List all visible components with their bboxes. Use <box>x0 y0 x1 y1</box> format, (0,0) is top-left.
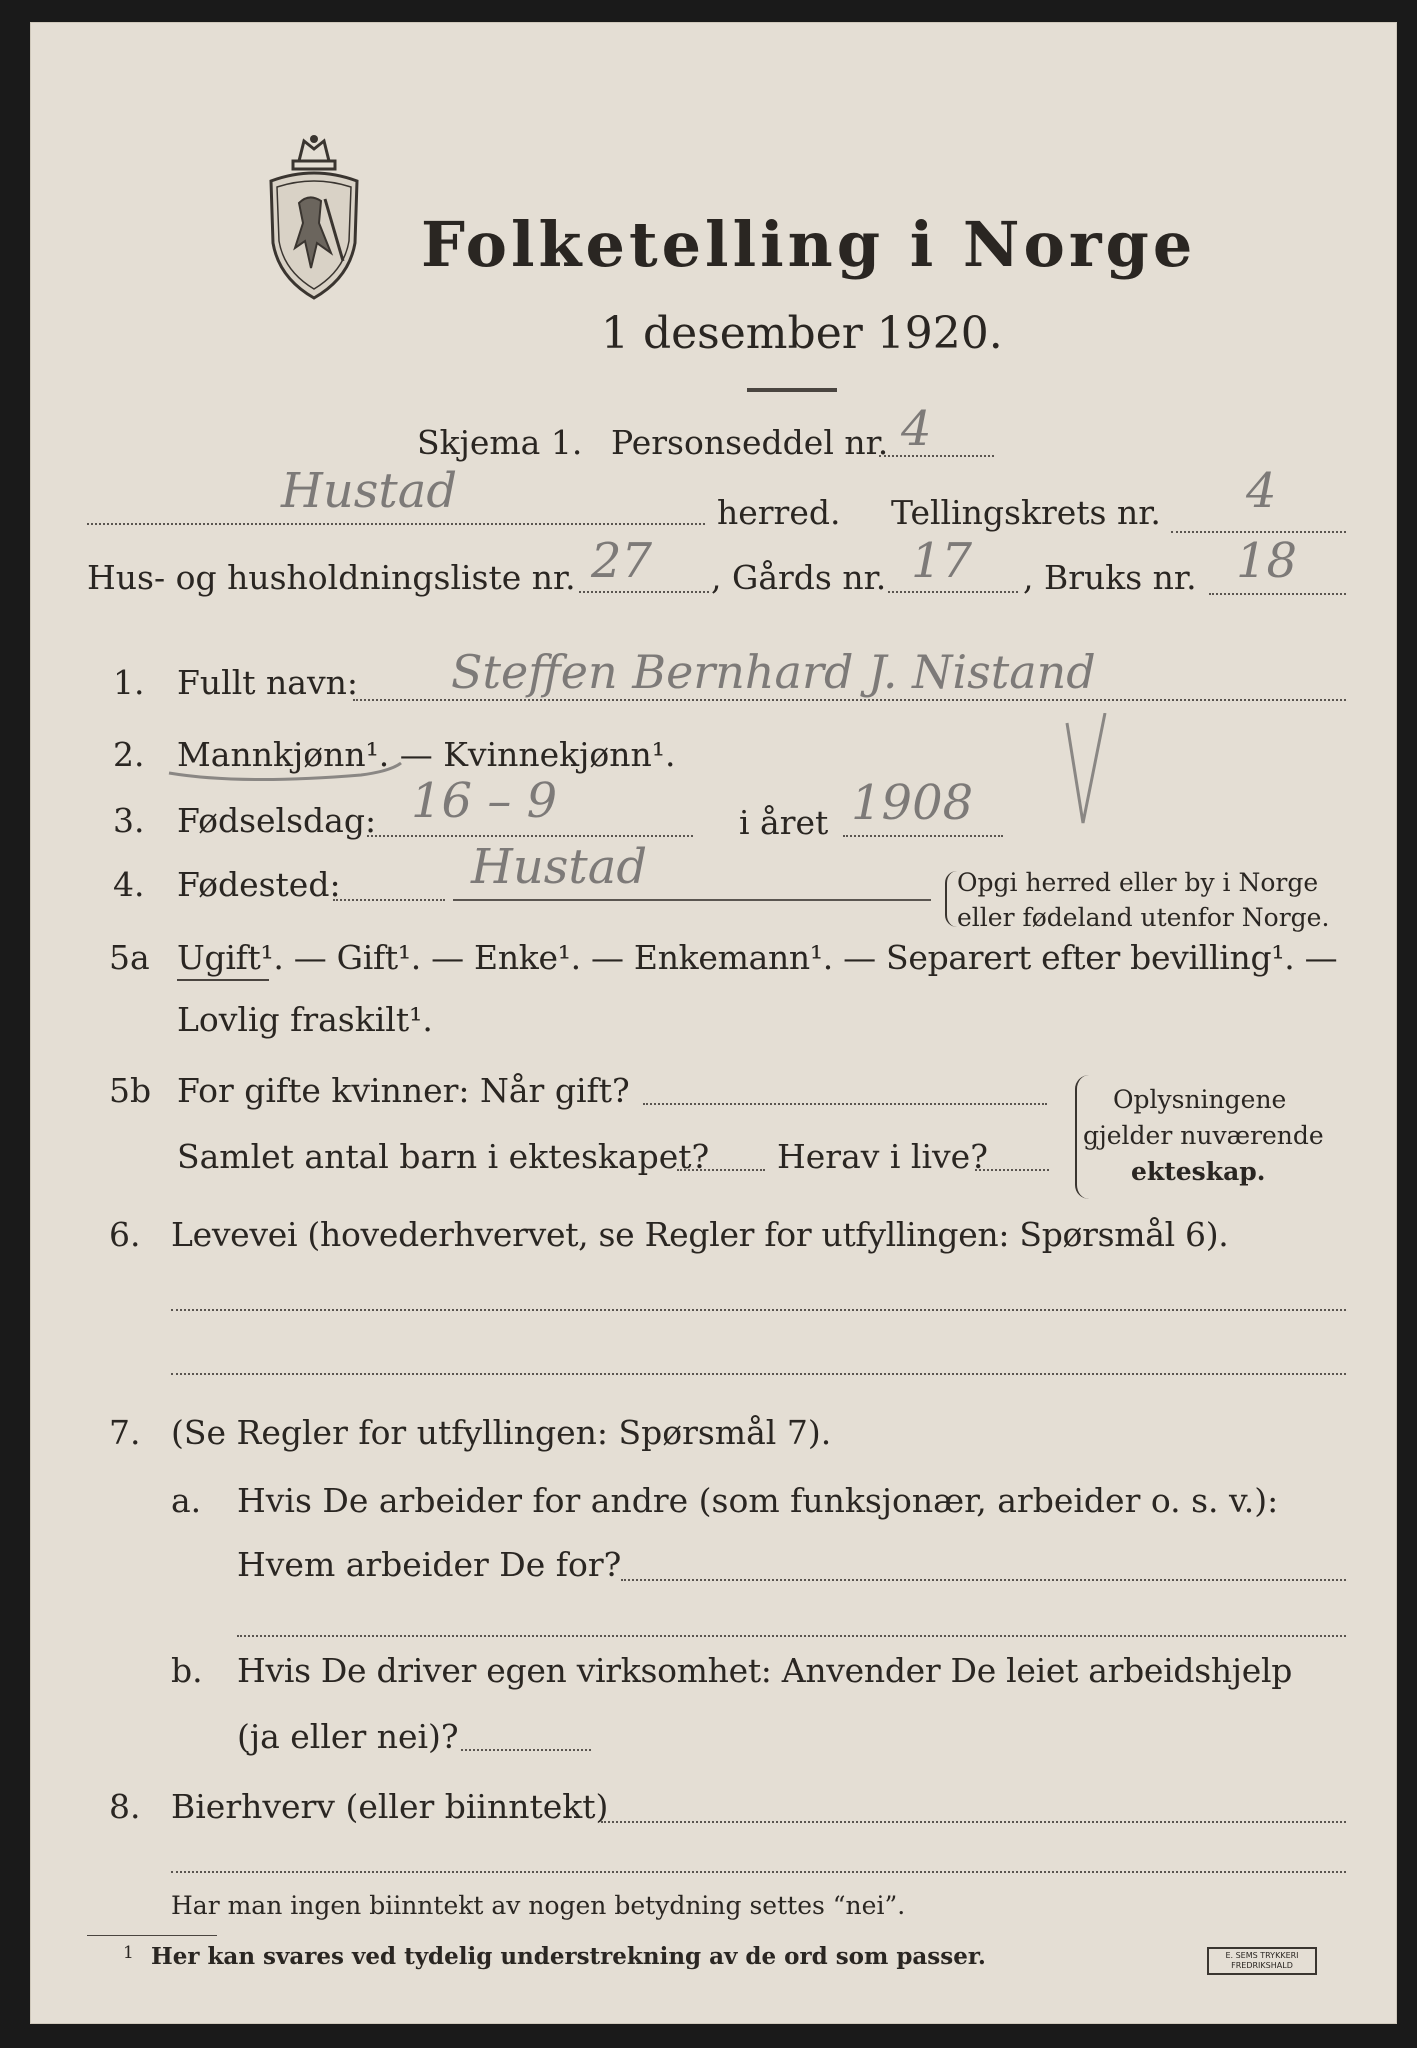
q3-year-label: i året <box>739 803 829 842</box>
q3-number: 3. <box>113 801 145 840</box>
q3-birthday-value: 16 – 9 <box>411 773 558 829</box>
q5b-when-field-line <box>643 1103 1047 1105</box>
coat-of-arms-icon <box>259 133 369 303</box>
check-mark <box>1061 713 1111 833</box>
personseddel-label: Personseddel nr. <box>611 423 889 462</box>
bruks-label: , Bruks nr. <box>1023 558 1197 597</box>
q8-number: 8. <box>109 1787 141 1826</box>
q2-number: 2. <box>113 735 145 774</box>
husliste-label: Hus- og husholdningsliste nr. <box>87 558 576 597</box>
q7a-line-2: Hvem arbeider De for? <box>237 1545 622 1584</box>
q4-field-line-1 <box>333 899 445 901</box>
q5b-alive-field-line <box>975 1169 1049 1171</box>
q1-full-name-value: Steffen Bernhard J. Nistand <box>451 645 1096 699</box>
mannkjonn-underline-mark <box>161 711 411 791</box>
q4-number: 4. <box>113 865 145 904</box>
footnote-mark: 1 <box>123 1943 134 1963</box>
q5a-number: 5a <box>109 938 150 977</box>
q3-day-field-line <box>367 835 693 837</box>
q3-year-field-line <box>843 835 1003 837</box>
q5a-line-2: Lovlig fraskilt¹. <box>177 1000 433 1039</box>
q5b-line-1: For gifte kvinner: Når gift? <box>177 1071 630 1110</box>
footnote-divider <box>87 1935 217 1936</box>
herred-value: Hustad <box>281 463 458 519</box>
tellingskrets-label: Tellingskrets nr. <box>891 493 1161 532</box>
q5b-note-line-3: ekteskap. <box>1131 1157 1266 1186</box>
gards-value: 17 <box>911 533 973 589</box>
herred-label: herred. <box>717 493 841 532</box>
q7b-field-line <box>461 1749 591 1751</box>
q8-label: Bierhverv (eller biinntekt) <box>171 1787 609 1826</box>
q4-field-line-2 <box>453 899 931 901</box>
q8-field-line-1 <box>601 1821 1346 1823</box>
q5a-line-1: Ugift¹. — Gift¹. — Enke¹. — Enkemann¹. — Separert efter bevilling¹. — <box>177 938 1338 977</box>
q1-label: Fullt navn: <box>177 663 358 702</box>
q7b-line-1: Hvis De driver egen virksomhet: Anvender De leiet arbeidshjelp <box>237 1651 1293 1690</box>
q1-field-line <box>353 699 1346 701</box>
q6-number: 6. <box>109 1215 141 1254</box>
q4-note-brace <box>945 871 957 927</box>
q7-label: (Se Regler for utfyllingen: Spørsmål 7). <box>171 1413 832 1452</box>
page-title: Folketelling i Norge <box>421 208 1197 281</box>
q4-note-line-1: Opgi herred eller by i Norge <box>957 868 1319 897</box>
q7a-letter: a. <box>171 1481 202 1520</box>
q5b-children-label: Samlet antal barn i ekteskapet? <box>177 1137 710 1176</box>
q7a-line-1: Hvis De arbeider for andre (som funksjonær, arbeider o. s. v.): <box>237 1481 1279 1520</box>
q4-label: Fødested: <box>177 865 341 904</box>
q7b-line-2: (ja eller nei)? <box>237 1717 459 1756</box>
q5b-children-field-line <box>677 1169 765 1171</box>
footnote-text: Her kan svares ved tydelig understrekning av de ord som passer. <box>151 1943 986 1970</box>
ugift-underline-mark <box>177 979 269 981</box>
q2-label: Mannkjønn¹. — Kvinnekjønn¹. <box>177 735 676 774</box>
herred-field-line <box>87 523 705 525</box>
q6-field-line-2 <box>171 1373 1346 1375</box>
bruks-field-line <box>1209 593 1346 595</box>
q1-number: 1. <box>113 663 145 702</box>
q7b-letter: b. <box>171 1651 203 1690</box>
q3-label: Fødselsdag: <box>177 801 377 840</box>
q8-field-line-2 <box>171 1871 1346 1873</box>
printer-stamp: E. SEMS TRYKKERI FREDRIKSHALD <box>1207 1947 1317 1975</box>
q7a-field-line-1 <box>621 1579 1346 1581</box>
q6-label: Levevei (hovederhvervet, se Regler for utfyllingen: Spørsmål 6). <box>171 1215 1229 1254</box>
q3-year-value: 1908 <box>851 775 974 831</box>
tellingskrets-value: 4 <box>1246 463 1277 519</box>
personseddel-field-line <box>879 455 994 457</box>
skjema-label: Skjema 1. <box>417 423 583 462</box>
husliste-value: 27 <box>591 533 653 589</box>
census-date: 1 desember 1920. <box>601 308 1003 359</box>
title-divider <box>747 388 837 392</box>
personseddel-value: 4 <box>901 401 932 457</box>
q4-note-line-2: eller fødeland utenfor Norge. <box>957 903 1330 932</box>
q7-number: 7. <box>109 1413 141 1452</box>
q5b-alive-label: Herav i live? <box>777 1137 988 1176</box>
q5b-note-line-2: gjelder nuværende <box>1083 1121 1324 1150</box>
q5b-number: 5b <box>109 1071 152 1110</box>
bruks-value: 18 <box>1236 533 1298 589</box>
q5b-note-line-1: Oplysningene <box>1113 1085 1287 1114</box>
gards-field-line <box>888 591 1018 593</box>
q6-field-line-1 <box>171 1309 1346 1311</box>
q4-birthplace-value: Hustad <box>471 839 648 895</box>
husliste-field-line <box>579 591 709 593</box>
q8-note: Har man ingen biinntekt av nogen betydning settes “nei”. <box>171 1891 906 1920</box>
gards-label: , Gårds nr. <box>711 558 887 597</box>
q7a-field-line-2 <box>237 1635 1346 1637</box>
census-form-sheet <box>30 22 1397 2024</box>
